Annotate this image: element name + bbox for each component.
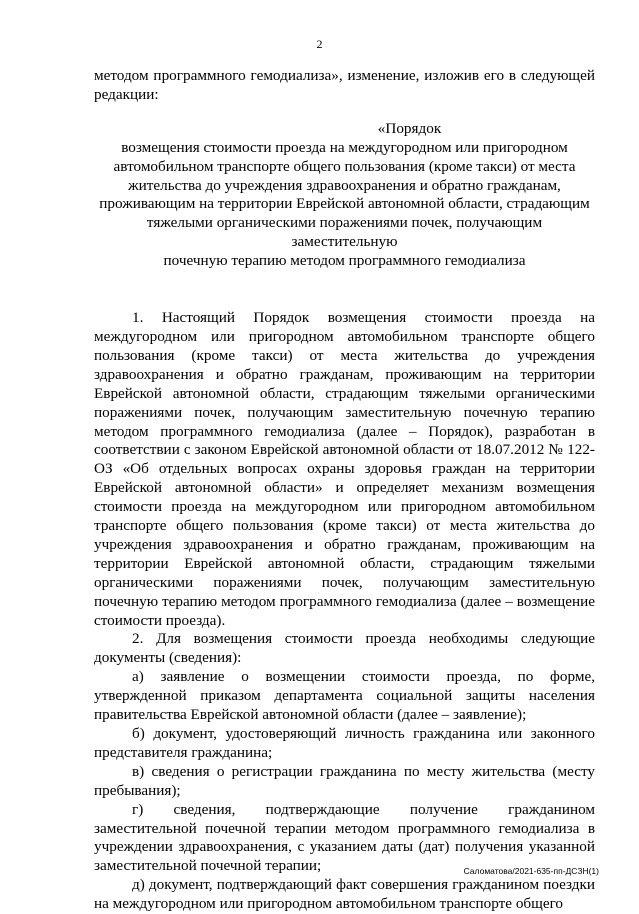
spacer <box>94 271 595 309</box>
order-title <box>94 120 595 271</box>
list-item-a: а) заявление о возмещении стоимости проезда, по форме, утвержденной приказом департамента социальной защиты населения правительства Еврейской автономной области (далее – заявление); <box>94 668 595 724</box>
list-item-v: в) сведения о регистрации гражданина по месту жительства (месту пребывания); <box>94 762 595 799</box>
title-line: тяжелыми органическими поражениями почек, получающим заместительную <box>146 214 543 251</box>
document-footer-code: Саломатова/2021-635-пп-ДСЗН(1) <box>463 866 599 876</box>
title-line: возмещения стоимости проезда на междугородном или пригородном <box>121 138 568 156</box>
title-line: почечную терапию методом программного гемодиализа <box>163 252 526 270</box>
list-item-g: г) сведения, подтверждающие получение гражданином заместительной почечной терапии методом программного гемодиализа в учреждении здравоохранения, с указанием даты (дат) получения указанной заместительной почечной терапии; <box>94 800 595 875</box>
title-line: автомобильном транспорте общего пользования (кроме такси) от места <box>113 157 576 175</box>
paragraph-1: 1. Настоящий Порядок возмещения стоимости проезда на междугородном или пригородном автомобильном транспорте общего пользования (кроме такси) от места жительства до учреждения здравоохранения и обратно гражданам, проживающим на территории Еврейской автономной области, страдающим тяжелыми органическими поражениями почек, получающим заместительную почечную терапию методом программного гемодиализа (далее – Порядок), разработан в соответствии с законом Еврейской автономной области от 18.07.2012 № 122-ОЗ «Об отдельных вопросах охраны здоровья граждан на территории Еврейской автономной области» и определяет механизм возмещения стоимости проезда на междугородном или пригородном автомобильном транспорте общего пользования (кроме такси) от места жительства до учреждения здравоохранения и обратно гражданам, проживающим на территории Еврейской автономной области, страдающим тяжелыми органическими поражениями почек, получающим заместительную почечную терапию методом программного гемодиализа (далее – возмещение стоимости проезда). <box>94 309 595 629</box>
title-line: проживающим на территории Еврейской автономной области, страдающим <box>99 195 590 213</box>
list-item-b: б) документ, удостоверяющий личность гражданина или законного представителя гражданина; <box>94 725 595 761</box>
intro-paragraph: методом программного гемодиализа», изменение, изложив его в следующей редакции: <box>94 67 595 103</box>
paragraph-2: 2. Для возмещения стоимости проезда необходимы следующие документы (сведения): <box>94 630 595 667</box>
document-body <box>94 67 595 914</box>
title-line: «Порядок <box>377 119 442 137</box>
page-number: 2 <box>316 37 323 51</box>
title-line: жительства до учреждения здравоохранения и обратно гражданам, <box>128 176 561 194</box>
list-item-d: д) документ, подтверждающий факт совершения гражданином поездки на междугородном или пригородном автомобильном транспорте общего <box>94 876 595 913</box>
